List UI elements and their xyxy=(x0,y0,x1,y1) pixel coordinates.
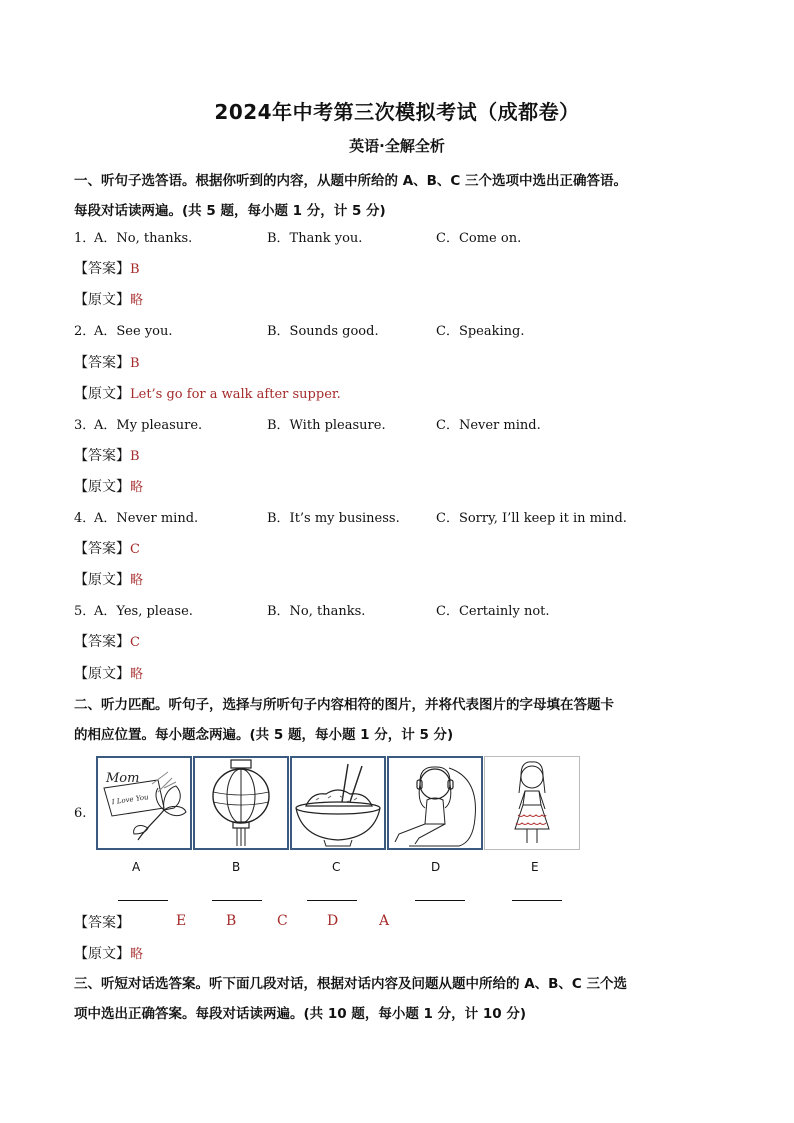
answer-1 xyxy=(74,259,140,280)
answer-tag: 【答案】 xyxy=(74,634,130,650)
option-b: B．No, thanks. xyxy=(267,604,366,619)
picture-a-card-flower xyxy=(96,756,192,850)
original-5 xyxy=(74,664,143,685)
question-number: 2． xyxy=(74,324,96,339)
option-c: C．Come on. xyxy=(436,231,522,246)
original-6 xyxy=(74,944,143,965)
option-a: A．Never mind. xyxy=(94,511,199,526)
page-subtitle: 英语·全解全析 xyxy=(349,137,445,155)
original-tag: 【原文】 xyxy=(74,386,130,402)
picture-label-d: D xyxy=(431,860,441,874)
original-3 xyxy=(74,477,143,498)
section-3-heading-line2: 项中选出正确答案。每段对话读两遍。(共 10 题，每小题 1 分，计 10 分) xyxy=(74,1006,527,1022)
original-tag: 【原文】 xyxy=(74,946,130,962)
card-flower-icon xyxy=(98,758,190,848)
question-number: 6. xyxy=(74,806,87,821)
original-tag: 【原文】 xyxy=(74,479,130,495)
section-2-heading xyxy=(74,690,724,750)
original-value: 略 xyxy=(130,667,144,682)
lantern-icon xyxy=(195,758,287,848)
section-1-heading-line2: 每段对话读两遍。(共 5 题，每小题 1 分，计 5 分) xyxy=(74,203,386,219)
answer-letter: B xyxy=(226,913,237,929)
answer-3 xyxy=(74,446,140,467)
section-3-heading-line1: 三、听短对话选答案。听下面几段对话，根据对话内容及问题从题中所给的 A、B、C 三个选 xyxy=(74,976,628,992)
option-a: A．See you. xyxy=(94,324,173,339)
answer-tag: 【答案】 xyxy=(74,541,130,557)
option-b: B．It’s my business. xyxy=(267,511,400,526)
picture-strip xyxy=(96,756,582,852)
answer-letter: D xyxy=(327,913,339,929)
option-c: C．Sorry, I’ll keep it in mind. xyxy=(436,511,627,526)
original-2 xyxy=(74,384,341,405)
answer-2 xyxy=(74,353,140,374)
page-title: 2024年中考第三次模拟考试（成都卷） xyxy=(214,100,580,124)
answer-value: C xyxy=(130,635,140,650)
picture-label-a: A xyxy=(132,860,141,874)
original-value: Let’s go for a walk after supper. xyxy=(130,387,341,402)
section-2-heading-line1: 二、听力匹配。听句子，选择与所听句子内容相符的图片，并将代表图片的字母填在答题卡 xyxy=(74,697,614,713)
original-tag: 【原文】 xyxy=(74,292,130,308)
answer-tag: 【答案】 xyxy=(74,355,130,371)
question-number: 5． xyxy=(74,604,96,619)
card-love-text: I Love You xyxy=(111,793,149,807)
original-value: 略 xyxy=(130,573,144,588)
girl-headphones-icon xyxy=(389,758,481,848)
answer-tag: 【答案】 xyxy=(74,448,130,464)
picture-d-girl-headphones xyxy=(387,756,483,850)
answer-blank xyxy=(415,900,465,901)
answer-value: B xyxy=(130,356,140,371)
answer-blank xyxy=(212,900,262,901)
section-3-heading xyxy=(74,969,724,1029)
answer-value: C xyxy=(130,542,140,557)
option-a: A．No, thanks. xyxy=(94,231,193,246)
original-tag: 【原文】 xyxy=(74,666,130,682)
answer-value: B xyxy=(130,262,140,277)
answer-4 xyxy=(74,539,140,560)
picture-b-lantern xyxy=(193,756,289,850)
card-mom-text: Mom xyxy=(106,771,140,786)
girl-dress-icon xyxy=(485,757,579,849)
original-tag: 【原文】 xyxy=(74,572,130,588)
answer-tag: 【答案】 xyxy=(74,261,130,277)
original-value: 略 xyxy=(130,480,144,495)
answer-letter: E xyxy=(176,913,187,929)
option-c: C．Speaking. xyxy=(436,324,525,339)
original-value: 略 xyxy=(130,293,144,308)
picture-label-c: C xyxy=(332,860,341,874)
answer-blank xyxy=(512,900,562,901)
question-number: 1． xyxy=(74,231,96,246)
original-value: 略 xyxy=(130,947,144,962)
answer-letter: C xyxy=(277,913,288,929)
section-1-heading-line1: 一、听句子选答语。根据你听到的内容，从题中所给的 A、B、C 三个选项中选出正确答语。 xyxy=(74,173,628,189)
section-2-heading-line2: 的相应位置。每小题念两遍。(共 5 题，每小题 1 分，计 5 分) xyxy=(74,727,454,743)
option-b: B．Thank you. xyxy=(267,231,363,246)
picture-c-rice-bowl xyxy=(290,756,386,850)
question-number: 3． xyxy=(74,418,96,433)
answer-value: B xyxy=(130,449,140,464)
original-1 xyxy=(74,290,143,311)
picture-label-e: E xyxy=(531,860,539,874)
answer-5 xyxy=(74,632,140,653)
picture-label-b: B xyxy=(232,860,241,874)
option-c: C．Never mind. xyxy=(436,418,541,433)
section-1-heading xyxy=(74,166,724,226)
option-c: C．Certainly not. xyxy=(436,604,550,619)
answer-blank xyxy=(118,900,168,901)
answer-tag: 【答案】 xyxy=(74,915,130,931)
option-b: B．Sounds good. xyxy=(267,324,379,339)
option-b: B．With pleasure. xyxy=(267,418,386,433)
answer-6 xyxy=(74,913,130,933)
question-number: 4． xyxy=(74,511,96,526)
picture-e-girl-dress xyxy=(484,756,580,850)
rice-bowl-icon xyxy=(292,758,384,848)
option-a: A．Yes, please. xyxy=(94,604,193,619)
answer-letter: A xyxy=(379,913,390,929)
option-a: A．My pleasure. xyxy=(94,418,203,433)
original-4 xyxy=(74,570,143,591)
answer-blank xyxy=(307,900,357,901)
